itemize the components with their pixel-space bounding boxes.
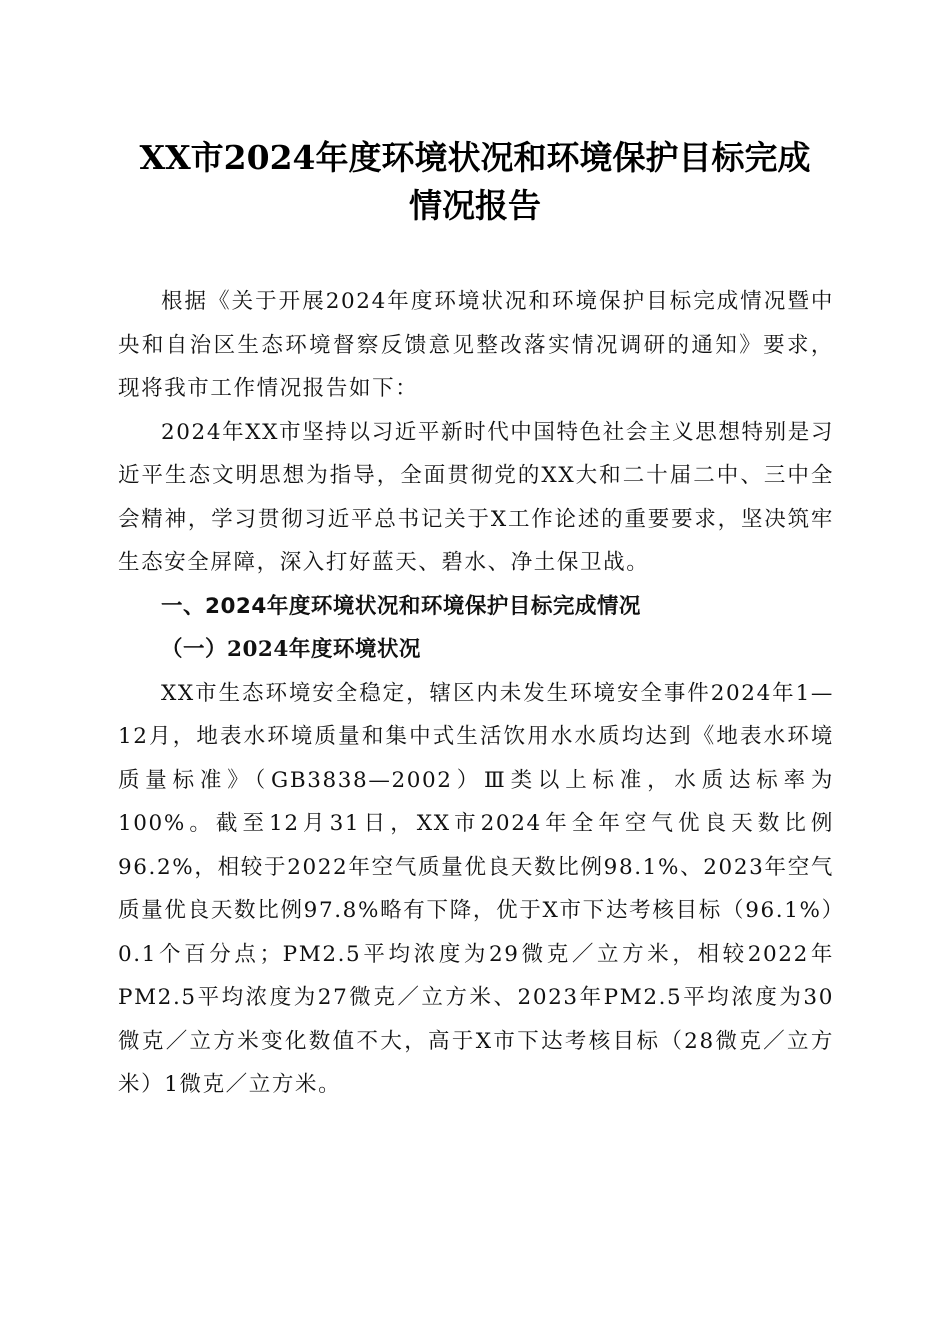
title-line-2: 情况报告 — [409, 186, 541, 225]
subsection-heading: （一）2024年度环境状况 — [161, 637, 421, 662]
document-title — [100, 134, 850, 230]
document-body — [118, 280, 834, 1107]
section-heading: 一、2024年度环境状况和环境保护目标完成情况 — [161, 593, 641, 619]
environment-status-paragraph: XX市生态环境安全稳定，辖区内未发生环境安全事件2024年1—12月，地表水环境质量和集中式生活饮用水水质均达到《地表水环境质量标准》（GB3838—2002）Ⅲ类以上标准，水质达标率为100%。截至12月31日，XX市2024年全年空气优良天数比例96.2%，相较于2022年空气质量优良天数比例98.1%、2023年空气质量优良天数比例97.8%略有下降，优于X市下达考核目标（96.1%）0.1个百分点；PM2.5平均浓度为29微克／立方米，相较2022年PM2.5平均浓度为27微克／立方米、2023年PM2.5平均浓度为30微克／立方米变化数值不大，高于X市下达考核目标（28微克／立方米）1微克／立方米。 — [118, 680, 834, 1097]
title-line-1: XX市2024年度环境状况和环境保护目标完成 — [139, 138, 811, 177]
guidance-paragraph: 2024年XX市坚持以习近平新时代中国特色社会主义思想特别是习近平生态文明思想为指导，全面贯彻党的XX大和二十届二中、三中全会精神，学习贯彻习近平总书记关于X工作论述的重要要求，坚决筑牢生态安全屏障，深入打好蓝天、碧水、净土保卫战。 — [118, 419, 834, 575]
intro-paragraph: 根据《关于开展2024年度环境状况和环境保护目标完成情况暨中央和自治区生态环境督察反馈意见整改落实情况调研的通知》要求，现将我市工作情况报告如下： — [118, 289, 834, 401]
